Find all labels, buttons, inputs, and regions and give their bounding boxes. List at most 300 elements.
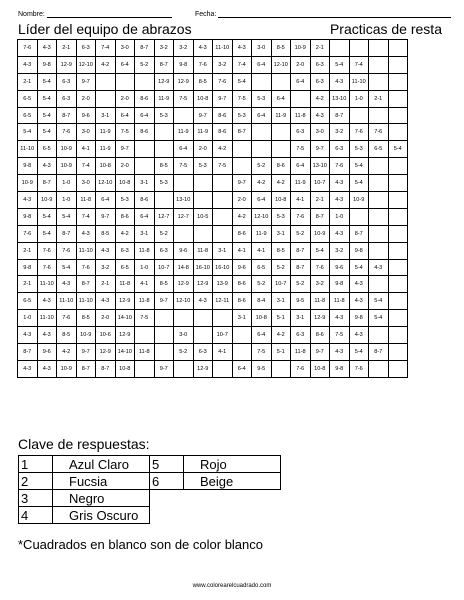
grid-cell[interactable] [232,327,252,344]
grid-cell[interactable]: 10-9 [76,327,96,344]
grid-cell[interactable]: 9-5 [291,293,311,310]
grid-cell[interactable] [154,327,174,344]
grid-cell[interactable]: 3-2 [330,242,350,259]
grid-cell[interactable]: 6-4 [135,107,155,124]
grid-cell[interactable]: 6-5 [18,293,38,310]
grid-cell[interactable]: 5-4 [37,73,57,90]
grid-cell[interactable]: 7-6 [330,158,350,175]
grid-cell[interactable]: 12-9 [310,310,330,327]
grid-cell[interactable] [349,40,369,57]
grid-cell[interactable] [96,73,116,90]
grid-cell[interactable]: 8-6 [135,192,155,209]
grid-cell[interactable]: 12-10 [76,56,96,73]
grid-cell[interactable]: 9-7 [310,141,330,158]
grid-cell[interactable]: 8-7 [369,344,389,361]
grid-cell[interactable]: 7-6 [349,124,369,141]
grid-cell[interactable]: 4-3 [349,327,369,344]
grid-cell[interactable] [174,175,194,192]
grid-cell[interactable]: 6-3 [291,327,311,344]
grid-cell[interactable]: 8-4 [252,293,272,310]
grid-cell[interactable] [349,208,369,225]
grid-cell[interactable]: 3-0 [310,124,330,141]
grid-cell[interactable]: 8-5 [193,73,213,90]
grid-cell[interactable]: 6-3 [76,40,96,57]
grid-cell[interactable]: 7-5 [174,158,194,175]
grid-cell[interactable]: 11-8 [310,293,330,310]
grid-cell[interactable]: 4-3 [310,107,330,124]
grid-cell[interactable]: 5-3 [154,107,174,124]
grid-cell[interactable]: 7-6 [57,242,77,259]
grid-cell[interactable]: 8-7 [96,360,116,377]
grid-cell[interactable]: 3-1 [135,225,155,242]
grid-cell[interactable]: 11-8 [291,107,311,124]
grid-cell[interactable]: 10-8 [96,158,116,175]
grid-cell[interactable]: 8-7 [291,242,311,259]
grid-cell[interactable]: 4-3 [57,276,77,293]
grid-cell[interactable]: 8-7 [76,276,96,293]
grid-cell[interactable]: 9-7 [310,344,330,361]
grid-cell[interactable]: 6-4 [252,56,272,73]
grid-cell[interactable]: 9-7 [76,73,96,90]
grid-cell[interactable]: 10-7 [213,327,233,344]
grid-cell[interactable]: 5-4 [349,259,369,276]
grid-cell[interactable] [369,208,389,225]
grid-cell[interactable]: 5-4 [18,124,38,141]
grid-cell[interactable]: 4-3 [18,192,38,209]
grid-cell[interactable]: 11-10 [37,276,57,293]
grid-cell[interactable]: 5-4 [57,208,77,225]
grid-cell[interactable]: 9-7 [193,107,213,124]
grid-cell[interactable] [388,90,408,107]
grid-cell[interactable]: 9-8 [349,310,369,327]
grid-cell[interactable]: 7-6 [291,208,311,225]
grid-cell[interactable]: 6-4 [252,192,272,209]
grid-cell[interactable]: 10-9 [310,225,330,242]
grid-cell[interactable]: 4-3 [330,310,350,327]
grid-cell[interactable]: 1-0 [349,90,369,107]
grid-cell[interactable]: 6-3 [310,56,330,73]
grid-cell[interactable] [369,107,389,124]
grid-cell[interactable] [369,276,389,293]
grid-cell[interactable]: 7-5 [135,310,155,327]
grid-cell[interactable] [213,175,233,192]
grid-cell[interactable]: 5-4 [349,175,369,192]
grid-cell[interactable]: 4-2 [271,327,291,344]
grid-cell[interactable]: 10-8 [252,310,272,327]
grid-cell[interactable]: 9-6 [37,344,57,361]
grid-cell[interactable] [232,141,252,158]
grid-cell[interactable]: 12-10 [271,56,291,73]
grid-cell[interactable]: 10-6 [96,327,116,344]
grid-cell[interactable]: 4-3 [37,360,57,377]
grid-cell[interactable]: 14-8 [174,259,194,276]
grid-cell[interactable]: 7-5 [213,158,233,175]
grid-cell[interactable]: 9-6 [76,107,96,124]
grid-cell[interactable]: 9-7 [76,344,96,361]
grid-cell[interactable]: 2-0 [115,158,135,175]
grid-cell[interactable]: 9-8 [330,360,350,377]
grid-cell[interactable]: 2-0 [96,310,116,327]
grid-cell[interactable] [135,360,155,377]
grid-cell[interactable]: 5-4 [369,293,389,310]
grid-cell[interactable]: 5-1 [271,310,291,327]
grid-cell[interactable]: 7-5 [330,327,350,344]
grid-cell[interactable]: 5-4 [37,208,57,225]
grid-cell[interactable]: 7-6 [57,124,77,141]
grid-cell[interactable]: 8-5 [76,310,96,327]
grid-cell[interactable]: 4-3 [232,40,252,57]
grid-cell[interactable]: 5-4 [37,225,57,242]
grid-cell[interactable]: 12-9 [115,327,135,344]
grid-cell[interactable]: 11-9 [96,124,116,141]
grid-cell[interactable]: 6-3 [330,141,350,158]
grid-cell[interactable]: 8-5 [96,225,116,242]
grid-cell[interactable]: 9-8 [18,259,38,276]
grid-cell[interactable]: 12-9 [193,276,213,293]
grid-cell[interactable]: 6-4 [232,360,252,377]
grid-cell[interactable]: 5-4 [388,141,408,158]
grid-cell[interactable]: 11-8 [135,293,155,310]
grid-cell[interactable]: 5-1 [271,344,291,361]
grid-cell[interactable] [388,107,408,124]
grid-cell[interactable] [174,310,194,327]
grid-cell[interactable]: 10-9 [57,141,77,158]
grid-cell[interactable]: 8-7 [330,107,350,124]
grid-cell[interactable] [388,40,408,57]
grid-cell[interactable]: 4-3 [96,242,116,259]
grid-cell[interactable]: 6-3 [193,344,213,361]
grid-cell[interactable]: 7-6 [213,73,233,90]
grid-cell[interactable] [154,310,174,327]
grid-cell[interactable]: 11-10 [76,242,96,259]
grid-cell[interactable] [388,259,408,276]
grid-cell[interactable] [369,158,389,175]
grid-cell[interactable]: 9-7 [154,360,174,377]
grid-cell[interactable]: 8-7 [349,225,369,242]
grid-cell[interactable]: 8-6 [115,208,135,225]
grid-cell[interactable]: 4-1 [252,242,272,259]
grid-cell[interactable]: 12-10 [252,208,272,225]
grid-cell[interactable]: 2-1 [57,40,77,57]
grid-cell[interactable]: 6-4 [252,327,272,344]
grid-cell[interactable]: 5-2 [135,56,155,73]
grid-cell[interactable] [193,175,213,192]
grid-cell[interactable]: 10-8 [115,175,135,192]
grid-cell[interactable]: 4-2 [213,141,233,158]
grid-cell[interactable] [193,225,213,242]
grid-cell[interactable]: 5-2 [291,276,311,293]
grid-cell[interactable] [252,124,272,141]
grid-cell[interactable] [388,360,408,377]
grid-cell[interactable] [193,192,213,209]
grid-cell[interactable]: 4-2 [57,344,77,361]
grid-cell[interactable]: 5-4 [37,90,57,107]
grid-cell[interactable]: 4-3 [76,225,96,242]
grid-cell[interactable]: 8-5 [57,327,77,344]
grid-cell[interactable]: 8-6 [310,327,330,344]
grid-cell[interactable]: 2-0 [76,90,96,107]
grid-cell[interactable] [271,141,291,158]
grid-cell[interactable] [388,310,408,327]
grid-cell[interactable]: 12-9 [115,293,135,310]
grid-cell[interactable]: 7-5 [115,124,135,141]
grid-cell[interactable]: 6-5 [115,259,135,276]
grid-cell[interactable]: 11-8 [135,242,155,259]
grid-cell[interactable]: 5-2 [271,259,291,276]
grid-cell[interactable]: 5-3 [271,208,291,225]
grid-cell[interactable] [213,360,233,377]
grid-cell[interactable] [369,327,389,344]
grid-cell[interactable] [174,107,194,124]
grid-cell[interactable] [369,40,389,57]
grid-cell[interactable]: 4-3 [193,40,213,57]
grid-cell[interactable]: 11-9 [291,175,311,192]
grid-cell[interactable]: 8-6 [232,225,252,242]
grid-cell[interactable]: 3-2 [330,124,350,141]
grid-cell[interactable]: 10-9 [291,40,311,57]
grid-cell[interactable]: 3-1 [135,175,155,192]
grid-cell[interactable]: 8-7 [37,175,57,192]
grid-cell[interactable] [388,327,408,344]
grid-cell[interactable] [135,141,155,158]
grid-cell[interactable]: 9-7 [115,141,135,158]
grid-cell[interactable]: 9-8 [349,242,369,259]
grid-cell[interactable] [349,107,369,124]
grid-cell[interactable]: 8-6 [232,293,252,310]
grid-cell[interactable] [369,225,389,242]
grid-cell[interactable]: 2-1 [18,276,38,293]
grid-cell[interactable]: 9-6 [330,259,350,276]
grid-cell[interactable]: 10-8 [115,360,135,377]
grid-cell[interactable]: 9-5 [252,360,272,377]
grid-cell[interactable]: 1-0 [57,175,77,192]
grid-cell[interactable]: 4-3 [37,327,57,344]
grid-cell[interactable]: 4-3 [349,276,369,293]
grid-cell[interactable] [174,225,194,242]
grid-cell[interactable]: 8-6 [135,124,155,141]
grid-cell[interactable]: 5-2 [154,225,174,242]
grid-cell[interactable]: 12-7 [154,208,174,225]
grid-cell[interactable]: 4-3 [330,175,350,192]
grid-cell[interactable]: 5-4 [330,56,350,73]
grid-cell[interactable]: 4-1 [232,242,252,259]
grid-cell[interactable]: 9-7 [96,208,116,225]
grid-cell[interactable]: 3-1 [96,107,116,124]
grid-cell[interactable] [213,208,233,225]
grid-cell[interactable]: 9-8 [174,56,194,73]
grid-cell[interactable] [369,360,389,377]
grid-cell[interactable]: 5-4 [349,158,369,175]
grid-cell[interactable]: 4-3 [18,360,38,377]
grid-cell[interactable] [388,124,408,141]
grid-cell[interactable]: 3-1 [232,310,252,327]
grid-cell[interactable]: 8-5 [271,40,291,57]
grid-cell[interactable]: 4-3 [330,344,350,361]
grid-cell[interactable]: 11-9 [174,124,194,141]
grid-cell[interactable]: 11-10 [213,40,233,57]
grid-cell[interactable]: 4-3 [193,293,213,310]
grid-cell[interactable]: 6-5 [369,141,389,158]
grid-cell[interactable]: 11-8 [193,242,213,259]
grid-cell[interactable]: 11-9 [193,124,213,141]
grid-cell[interactable]: 7-6 [18,225,38,242]
grid-cell[interactable]: 3-2 [96,259,116,276]
grid-cell[interactable]: 6-4 [271,90,291,107]
grid-cell[interactable]: 8-5 [154,276,174,293]
grid-cell[interactable]: 6-4 [135,208,155,225]
grid-cell[interactable]: 3-1 [291,310,311,327]
grid-cell[interactable]: 10-9 [57,360,77,377]
grid-cell[interactable]: 2-1 [310,192,330,209]
grid-cell[interactable]: 7-4 [76,158,96,175]
grid-cell[interactable]: 4-3 [330,73,350,90]
grid-cell[interactable]: 4-2 [271,175,291,192]
grid-cell[interactable]: 3-0 [174,327,194,344]
grid-cell[interactable] [232,344,252,361]
grid-cell[interactable]: 9-8 [330,276,350,293]
grid-cell[interactable] [369,56,389,73]
grid-cell[interactable]: 8-6 [271,158,291,175]
grid-cell[interactable] [213,225,233,242]
grid-cell[interactable]: 11-8 [330,293,350,310]
grid-cell[interactable]: 3-0 [252,40,272,57]
grid-cell[interactable]: 6-3 [57,90,77,107]
grid-cell[interactable]: 10-5 [193,208,213,225]
grid-cell[interactable]: 7-5 [252,344,272,361]
grid-cell[interactable] [388,293,408,310]
grid-cell[interactable] [232,158,252,175]
grid-cell[interactable]: 8-5 [271,242,291,259]
grid-cell[interactable]: 11-8 [291,344,311,361]
grid-cell[interactable]: 3-2 [174,40,194,57]
grid-cell[interactable]: 2-0 [291,56,311,73]
grid-cell[interactable]: 1-0 [18,310,38,327]
grid-cell[interactable] [154,344,174,361]
grid-cell[interactable]: 8-7 [18,344,38,361]
grid-cell[interactable]: 1-0 [57,192,77,209]
grid-cell[interactable] [388,225,408,242]
grid-cell[interactable]: 4-2 [232,208,252,225]
grid-cell[interactable]: 5-2 [174,344,194,361]
grid-cell[interactable] [388,56,408,73]
grid-cell[interactable]: 5-4 [37,107,57,124]
grid-cell[interactable] [369,192,389,209]
grid-cell[interactable]: 6-3 [310,73,330,90]
grid-cell[interactable] [252,141,272,158]
grid-cell[interactable]: 6-4 [115,56,135,73]
grid-cell[interactable] [369,175,389,192]
grid-cell[interactable]: 6-4 [96,192,116,209]
grid-cell[interactable]: 5-4 [369,310,389,327]
grid-cell[interactable] [174,360,194,377]
grid-cell[interactable]: 8-7 [135,40,155,57]
grid-cell[interactable]: 4-1 [291,192,311,209]
grid-cell[interactable]: 13-10 [330,90,350,107]
grid-cell[interactable]: 7-5 [174,90,194,107]
grid-cell[interactable]: 16-10 [193,259,213,276]
grid-cell[interactable]: 9-6 [232,259,252,276]
grid-cell[interactable]: 6-5 [18,90,38,107]
grid-cell[interactable]: 6-4 [291,73,311,90]
grid-cell[interactable] [369,242,389,259]
grid-cell[interactable]: 8-7 [291,259,311,276]
grid-cell[interactable]: 8-7 [57,107,77,124]
grid-cell[interactable]: 2-1 [369,90,389,107]
grid-cell[interactable]: 5-3 [349,141,369,158]
grid-cell[interactable]: 5-2 [252,276,272,293]
grid-cell[interactable]: 3-0 [76,175,96,192]
grid-cell[interactable]: 8-7 [310,208,330,225]
grid-cell[interactable]: 2-0 [193,141,213,158]
grid-cell[interactable] [115,73,135,90]
grid-cell[interactable]: 5-4 [37,124,57,141]
grid-cell[interactable]: 11-9 [271,107,291,124]
grid-cell[interactable]: 6-4 [174,141,194,158]
grid-cell[interactable]: 13-10 [310,158,330,175]
grid-cell[interactable]: 7-6 [310,259,330,276]
grid-cell[interactable]: 9-6 [174,242,194,259]
grid-cell[interactable]: 6-5 [252,259,272,276]
grid-cell[interactable]: 9-7 [213,90,233,107]
grid-cell[interactable]: 7-6 [57,310,77,327]
grid-cell[interactable]: 11-9 [96,141,116,158]
grid-cell[interactable] [193,327,213,344]
grid-cell[interactable]: 7-6 [349,360,369,377]
grid-cell[interactable]: 8-7 [154,56,174,73]
grid-cell[interactable]: 7-5 [291,141,311,158]
grid-cell[interactable] [154,141,174,158]
grid-cell[interactable]: 9-8 [18,158,38,175]
grid-cell[interactable]: 7-6 [193,56,213,73]
grid-cell[interactable] [291,90,311,107]
grid-cell[interactable] [388,276,408,293]
grid-cell[interactable]: 14-10 [115,310,135,327]
grid-cell[interactable]: 10-9 [37,192,57,209]
grid-cell[interactable] [271,360,291,377]
grid-cell[interactable]: 11-10 [18,141,38,158]
grid-cell[interactable]: 7-4 [232,56,252,73]
grid-cell[interactable]: 1-0 [330,208,350,225]
grid-cell[interactable] [193,310,213,327]
grid-cell[interactable] [154,124,174,141]
grid-cell[interactable]: 8-7 [232,124,252,141]
grid-cell[interactable]: 6-3 [154,242,174,259]
grid-cell[interactable]: 5-3 [232,107,252,124]
grid-cell[interactable] [271,124,291,141]
grid-cell[interactable]: 11-10 [76,293,96,310]
grid-cell[interactable]: 11-10 [57,293,77,310]
grid-cell[interactable]: 6-5 [37,141,57,158]
grid-cell[interactable] [271,73,291,90]
grid-cell[interactable]: 4-3 [330,192,350,209]
grid-cell[interactable]: 12-9 [96,344,116,361]
grid-cell[interactable]: 10-9 [349,192,369,209]
grid-cell[interactable]: 14-10 [115,344,135,361]
grid-cell[interactable] [388,192,408,209]
grid-cell[interactable]: 6-4 [252,107,272,124]
grid-cell[interactable]: 4-2 [96,56,116,73]
grid-cell[interactable]: 6-3 [57,73,77,90]
grid-cell[interactable]: 10-7 [271,276,291,293]
grid-cell[interactable]: 12-9 [57,56,77,73]
grid-cell[interactable]: 4-3 [96,293,116,310]
grid-cell[interactable]: 12-9 [154,73,174,90]
grid-cell[interactable]: 3-2 [213,56,233,73]
grid-cell[interactable] [388,73,408,90]
grid-cell[interactable]: 4-2 [252,175,272,192]
grid-cell[interactable]: 5-3 [115,192,135,209]
grid-cell[interactable] [388,344,408,361]
